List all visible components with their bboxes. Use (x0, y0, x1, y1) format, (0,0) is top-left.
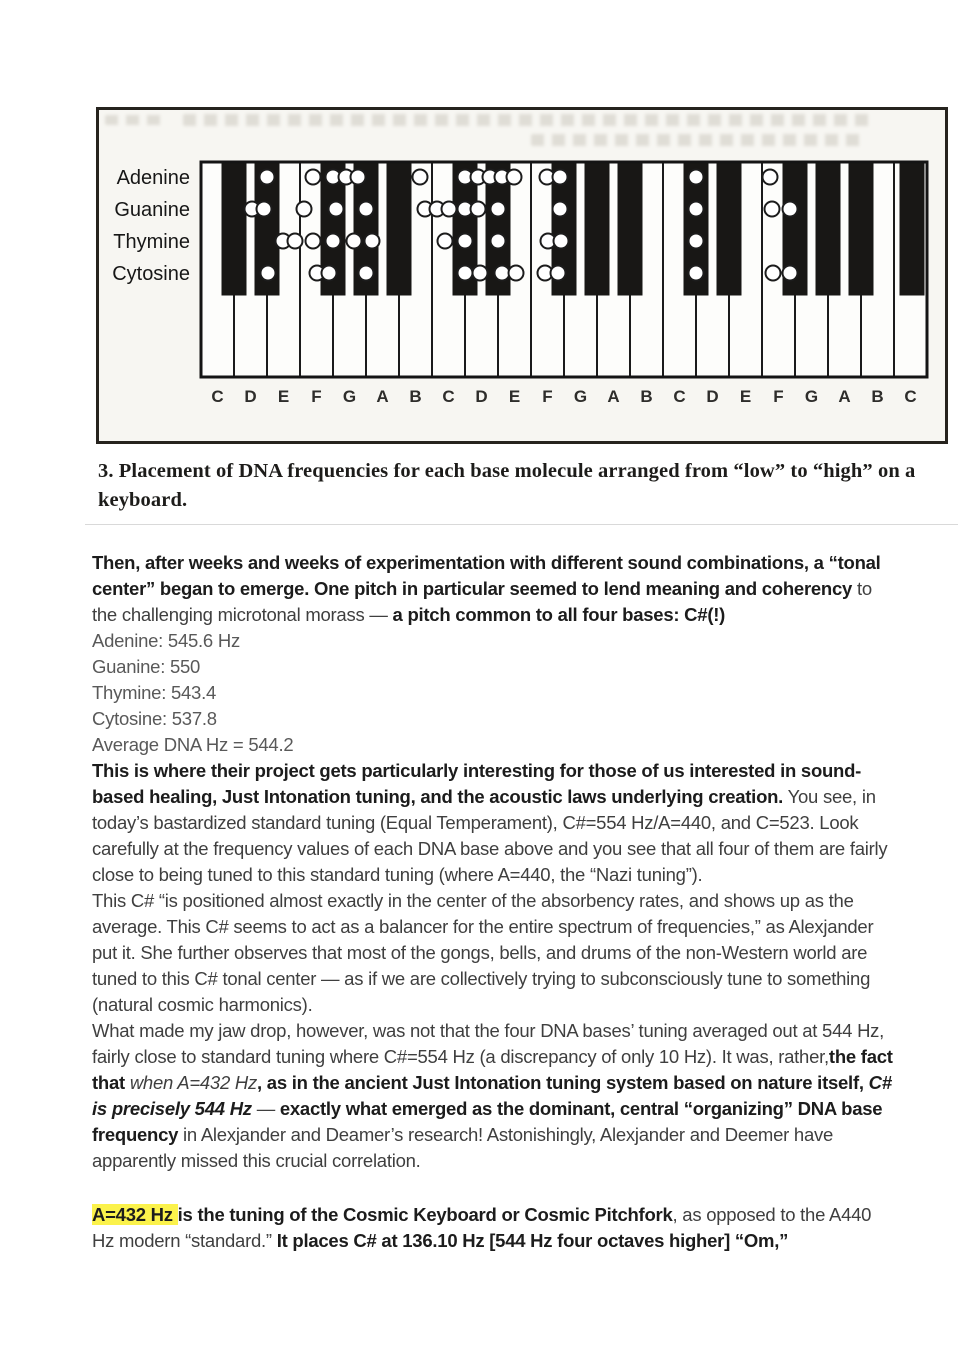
note-letter: C (211, 387, 224, 406)
text-run: It places C# at 136.10 Hz [544 Hz four octaves higher] “Om,” (276, 1230, 789, 1251)
dna-dot (442, 202, 457, 217)
text-run: in Alexjander and Deamer’s research! Astonishingly, Alexjander and Deemer have apparently missed this crucial correlation. (92, 1124, 834, 1171)
scan-image (96, 107, 948, 444)
black-key (222, 162, 246, 295)
frequency-line-thymine (92, 680, 898, 706)
jaw-drop-paragraph (92, 1018, 898, 1174)
text-run: Thymine: 543.4 (92, 682, 217, 703)
text-run: — (251, 1098, 280, 1119)
note-letter: D (475, 387, 488, 406)
text-run: You see, in today’s bastardized standard tuning (Equal Temperament), C#=554 Hz/A=440, and C=523. Look carefully at the frequency values of each DNA base above and you see that all four of them are fairly close to being tuned to this standard tuning (where A=440, the “Nazi tuning”). (92, 786, 888, 885)
dna-dot (509, 266, 524, 281)
note-letter: D (244, 387, 257, 406)
dna-dot (553, 202, 568, 217)
note-letter: C (442, 387, 455, 406)
dna-dot (783, 266, 798, 281)
dna-dot (491, 234, 506, 249)
text-run: Cytosine: 537.8 (92, 708, 217, 729)
dna-dot (458, 234, 473, 249)
base-label: Cytosine (112, 263, 190, 285)
frequency-line-average (92, 732, 898, 758)
dna-dot (322, 266, 337, 281)
dna-dot (359, 202, 374, 217)
base-label: Adenine (116, 167, 190, 189)
dna-dot (495, 266, 510, 281)
dna-dot (765, 202, 780, 217)
dna-dot (326, 234, 341, 249)
note-letter: G (804, 387, 819, 406)
dna-dot (438, 234, 453, 249)
dna-dot (297, 202, 312, 217)
frequency-line-adenine (92, 628, 898, 654)
dna-dot (689, 234, 704, 249)
dna-dot (689, 202, 704, 217)
black-key (816, 162, 840, 295)
black-key (585, 162, 609, 295)
note-letter: C (673, 387, 686, 406)
black-key (387, 162, 411, 295)
dna-dot (763, 170, 778, 185)
dna-dot (351, 170, 366, 185)
note-letter: G (342, 387, 357, 406)
dna-dot (260, 170, 275, 185)
dna-dot (553, 170, 568, 185)
text-run: What made my jaw drop, however, was not that the four DNA bases’ tuning averaged out at 544 Hz, fairly close to standard tuning where C#=554 Hz (a discrepancy of only 10 Hz). It was, rather, (92, 1020, 885, 1067)
note-letter: F (773, 387, 784, 406)
text-run: A=432 Hz (92, 1204, 178, 1225)
dna-dot (766, 266, 781, 281)
note-letter: B (640, 387, 653, 406)
note-letter: G (573, 387, 588, 406)
dna-dot (347, 234, 362, 249)
dna-dot (288, 234, 303, 249)
note-letter: C (904, 387, 917, 406)
dna-dot (261, 266, 276, 281)
black-key (849, 162, 873, 295)
text-run: a pitch common to all four bases: C#(!) (392, 604, 726, 625)
text-run: This C# “is positioned almost exactly in the center of the absorbency rates, and shows up as the average. This C# seems to act as a balancer for the entire spectrum of frequencies,” as Alexjander put it. She further observes that most of the gongs, bells, and drums of the non-Western world are tuned to this C# tonal center — as if we are collectively trying to subconsciously tune to something (natural cosmic harmonics). (92, 890, 874, 1015)
note-letter: E (508, 387, 521, 406)
note-letter: E (739, 387, 752, 406)
dna-dot (306, 170, 321, 185)
black-key (900, 162, 924, 295)
text-run: Adenine: 545.6 Hz (92, 630, 240, 651)
dna-dot (551, 266, 566, 281)
note-letter: F (542, 387, 553, 406)
csharp-paragraph (92, 888, 898, 1018)
base-label: Guanine (114, 199, 190, 221)
dna-dot (473, 266, 488, 281)
text-run: Then, after weeks and weeks of experimentation with different sound combinations, a “tonal center” began to emerge. One pitch in particular seemed to lend meaning and coherency (92, 552, 881, 599)
section-divider (85, 524, 958, 525)
dna-dot (491, 202, 506, 217)
text-run: is the tuning of the Cosmic Keyboard or Cosmic Pitchfork (177, 1204, 673, 1225)
frequency-line-cytosine (92, 706, 898, 732)
dna-dot (689, 170, 704, 185)
keyboard-diagram (99, 110, 945, 441)
black-key (717, 162, 741, 295)
dna-keyboard-figure (96, 107, 968, 444)
dna-dot (257, 202, 272, 217)
black-key (618, 162, 642, 295)
note-letter: A (838, 387, 851, 406)
note-letter: B (409, 387, 422, 406)
dna-dot (413, 170, 428, 185)
dna-dot (365, 234, 380, 249)
note-letter: D (706, 387, 719, 406)
dna-dot (507, 170, 522, 185)
dna-dot (458, 266, 473, 281)
dna-dot (554, 234, 569, 249)
note-letter: A (607, 387, 620, 406)
text-run: This is where their project gets particularly interesting for those of us interested in sound-based healing, Just Intonation tuning, and the acoustic laws underlying creation. (92, 760, 862, 807)
project-paragraph (92, 758, 898, 888)
note-letter: A (376, 387, 389, 406)
text-run: when A=432 Hz (129, 1072, 258, 1093)
cosmic-keyboard-paragraph (92, 1202, 898, 1254)
text-run: the fact that (92, 1046, 893, 1093)
dna-dot (689, 266, 704, 281)
dna-dot (783, 202, 798, 217)
dna-dot (359, 266, 374, 281)
base-label: Thymine (113, 231, 190, 253)
dna-dot (471, 202, 486, 217)
text-run: C# is precisely 544 Hz (92, 1072, 892, 1119)
text-run: to the challenging microtonal morass — (92, 578, 872, 625)
text-run: Average DNA Hz = 544.2 (92, 734, 294, 755)
text-run: , as in the ancient Just Intonation tuning system based on nature itself, (257, 1072, 869, 1093)
figure-caption: 3. Placement of DNA frequencies for each base molecule arranged from “low” to “high” on a keyboard. (98, 460, 916, 511)
intro-paragraph (92, 550, 898, 628)
article-body (92, 550, 898, 1254)
text-run: Guanine: 550 (92, 656, 201, 677)
frequency-line-guanine (92, 654, 898, 680)
dna-dot (306, 234, 321, 249)
text-run: exactly what emerged as the dominant, central “organizing” DNA base frequency (92, 1098, 883, 1145)
note-letter: F (311, 387, 322, 406)
note-letter: E (277, 387, 290, 406)
dna-dot (329, 202, 344, 217)
text-run: , as opposed to the A440 Hz modern “standard.” (92, 1204, 872, 1251)
note-letter: B (871, 387, 884, 406)
